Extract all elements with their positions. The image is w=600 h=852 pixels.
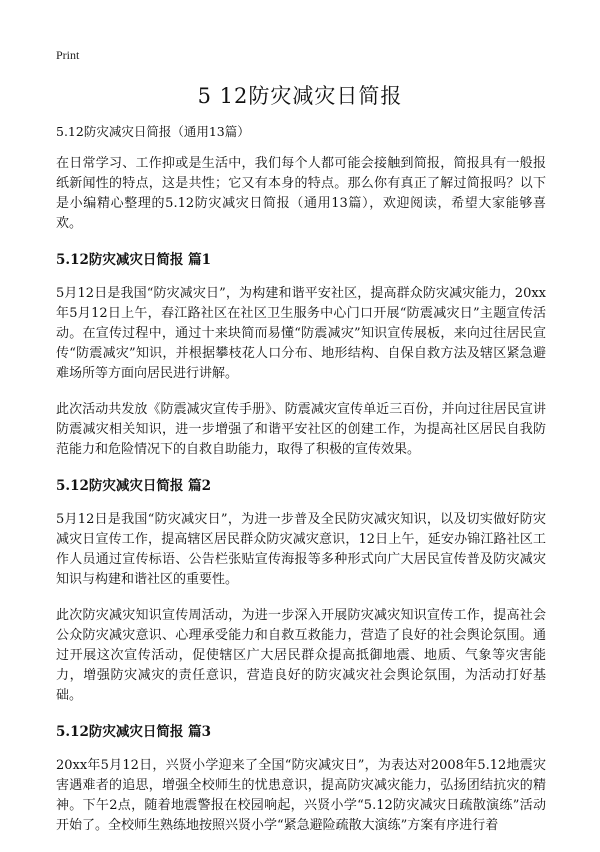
section-1-paragraph-2: 此次活动共发放《防震减灾宣传手册》、防震减灾宣传单近三百份，并向过往居民宣讲防震减灾相关知识，进一步增强了和谐平安社区的创建工作，为提高社区居民自我防范能力和危险情况下的自救自助能力，取得了积极的宣传效果。 (56, 402, 546, 457)
section-3-paragraph-1: 20xx年5月12日，兴贤小学迎来了全国“防灾减灾日”，为表达对2008年5.12地震灾害遇难者的追思，增强全校师生的忧患意识，提高防灾减灾能力，弘扬团结抗灾的精神。下午2点，随着地震警报在校园响起，兴贤小学“5.12防灾减灾日疏散演练”活动开始了。全校师生熟练地按照兴贤小学“紧急避险疏散大演练”方案有序进行着 (56, 758, 546, 833)
section-2-paragraph-2: 此次防灾减灾知识宣传周活动，为进一步深入开展防灾减灾知识宣传工作，提高社会公众防灾减灾意识、心理承受能力和自救互救能力，营造了良好的社会舆论氛围。通过开展这次宣传活动，促使辖区广大居民群众提高抵御地震、地质、气象等灾害能力，增强防灾减灾的责任意识，营造良好的防灾减灾社会舆论氛围，为活动打好基础。 (56, 608, 546, 703)
section-heading-1: 5.12防灾减灾日简报 篇1 (56, 252, 211, 268)
section-1-paragraph-1: 5月12日是我国“防灾减灾日”，为构建和谐平安社区，提高群众防灾减灾能力，20xx年5月12日上午，春江路社区在社区卫生服务中心门口开展“防震减灾日”主题宣传活动。在宣传过程中，通过十来块简而易懂“防震减灾”知识宣传展板，来向过往居民宣传“防震减灾”知识，并根据攀枝花人口分布、地形结构、自保自救方法及辖区紧急避难场所等方面向居民进行讲解。 (56, 286, 546, 381)
page-title: 5 12防灾减灾日简报 (197, 84, 403, 108)
intro-paragraph: 在日常学习、工作抑或是生活中，我们每个人都可能会接触到简报，简报具有一般报纸新闻性的特点，这是共性；它又有本身的特点。那么你有真正了解过简报吗？以下是小编精心整理的5.12防灾减灾日简报（通用13篇），欢迎阅读，希望大家能够喜欢。 (56, 156, 546, 231)
section-heading-2: 5.12防灾减灾日简报 篇2 (56, 478, 211, 494)
article-body (56, 122, 546, 852)
print-link[interactable]: Print (56, 48, 80, 62)
article-subtitle: 5.12防灾减灾日简报（通用13篇） (56, 124, 250, 139)
section-heading-3: 5.12防灾减灾日简报 篇3 (56, 724, 211, 740)
section-2-paragraph-1: 5月12日是我国“防灾减灾日”，为进一步普及全民防灾减灾知识，以及切实做好防灾减灾日宣传工作，提高辖区居民群众防灾减灾意识，12日上午，延安办锦江路社区工作人员通过宣传标语、公告栏张贴宣传海报等多种形式向广大居民宣传普及防灾减灾知识与构建和谐社区的重要性。 (56, 512, 546, 587)
